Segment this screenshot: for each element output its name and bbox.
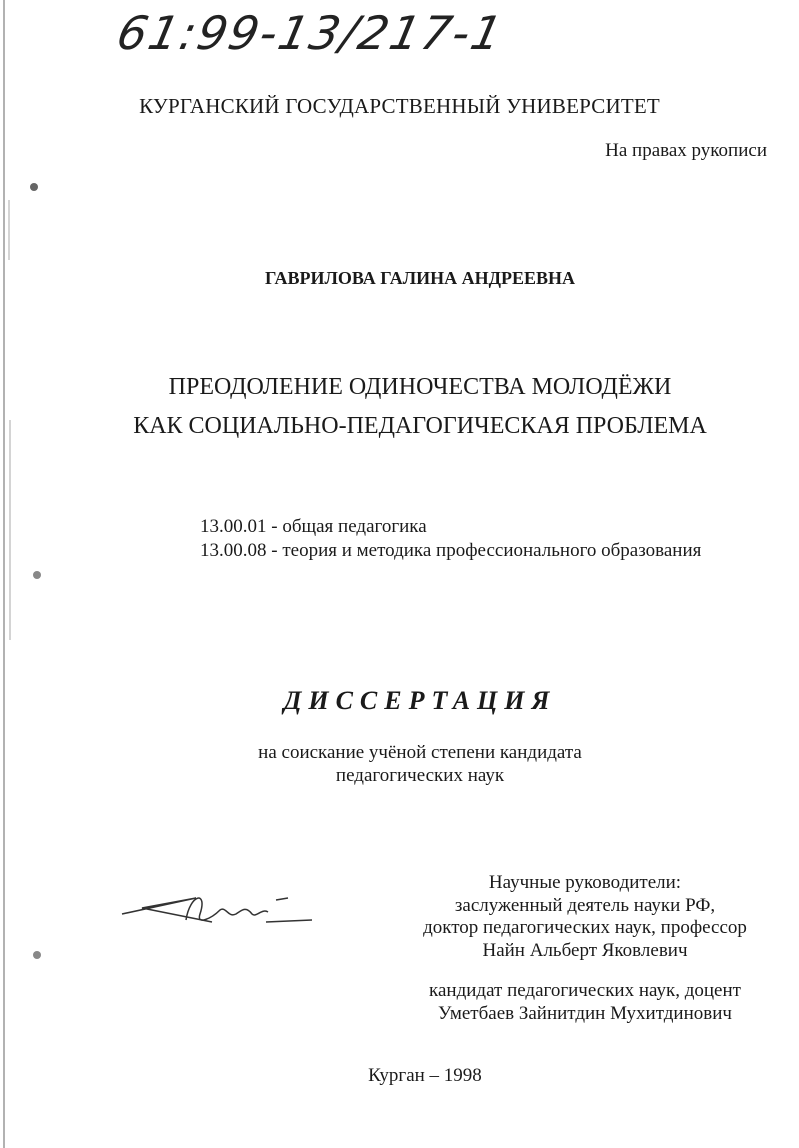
university-name: КУРГАНСКИЙ ГОСУДАРСТВЕННЫЙ УНИВЕРСИТЕТ [139,94,660,118]
author-name: ГАВРИЛОВА ГАЛИНА АНДРЕЕВНА [264,268,576,288]
supervisor-2-title: кандидат педагогических наук, доцент [429,980,741,1001]
document-type-heading: ДИССЕРТАЦИЯ [283,686,557,715]
author-signature [116,878,316,938]
dissertation-title-line-1: ПРЕОДОЛЕНИЕ ОДИНОЧЕСТВА МОЛОДЁЖИ [168,374,672,400]
handwritten-catalog-code: 61:99-13/217-1 [112,6,509,60]
dissertation-title-line-2: КАК СОЦИАЛЬНО-ПЕДАГОГИЧЕСКАЯ ПРОБЛЕМА [133,413,707,439]
supervisor-1-title-2: доктор педагогических наук, профессор [423,917,747,938]
supervisor-1-title-1: заслуженный деятель науки РФ, [454,895,716,916]
supervisor-1-name: Найн Альберт Яковлевич [482,940,688,961]
city-and-year: Курган – 1998 [368,1065,482,1086]
supervisor-2-name: Уметбаев Зайнитдин Мухитдинович [438,1003,732,1024]
specialty-code-2: 13.00.08 - теория и методика профессионального образования [200,540,702,561]
scan-edge-marks [0,0,60,1148]
manuscript-rights-note: На правах рукописи [605,140,767,161]
supervisors-heading: Научные руководители: [488,872,682,893]
specialty-code-1: 13.00.01 - общая педагогика [200,516,427,537]
degree-line-1: на соискание учёной степени кандидата [258,742,582,763]
degree-line-2: педагогических наук [335,765,505,786]
